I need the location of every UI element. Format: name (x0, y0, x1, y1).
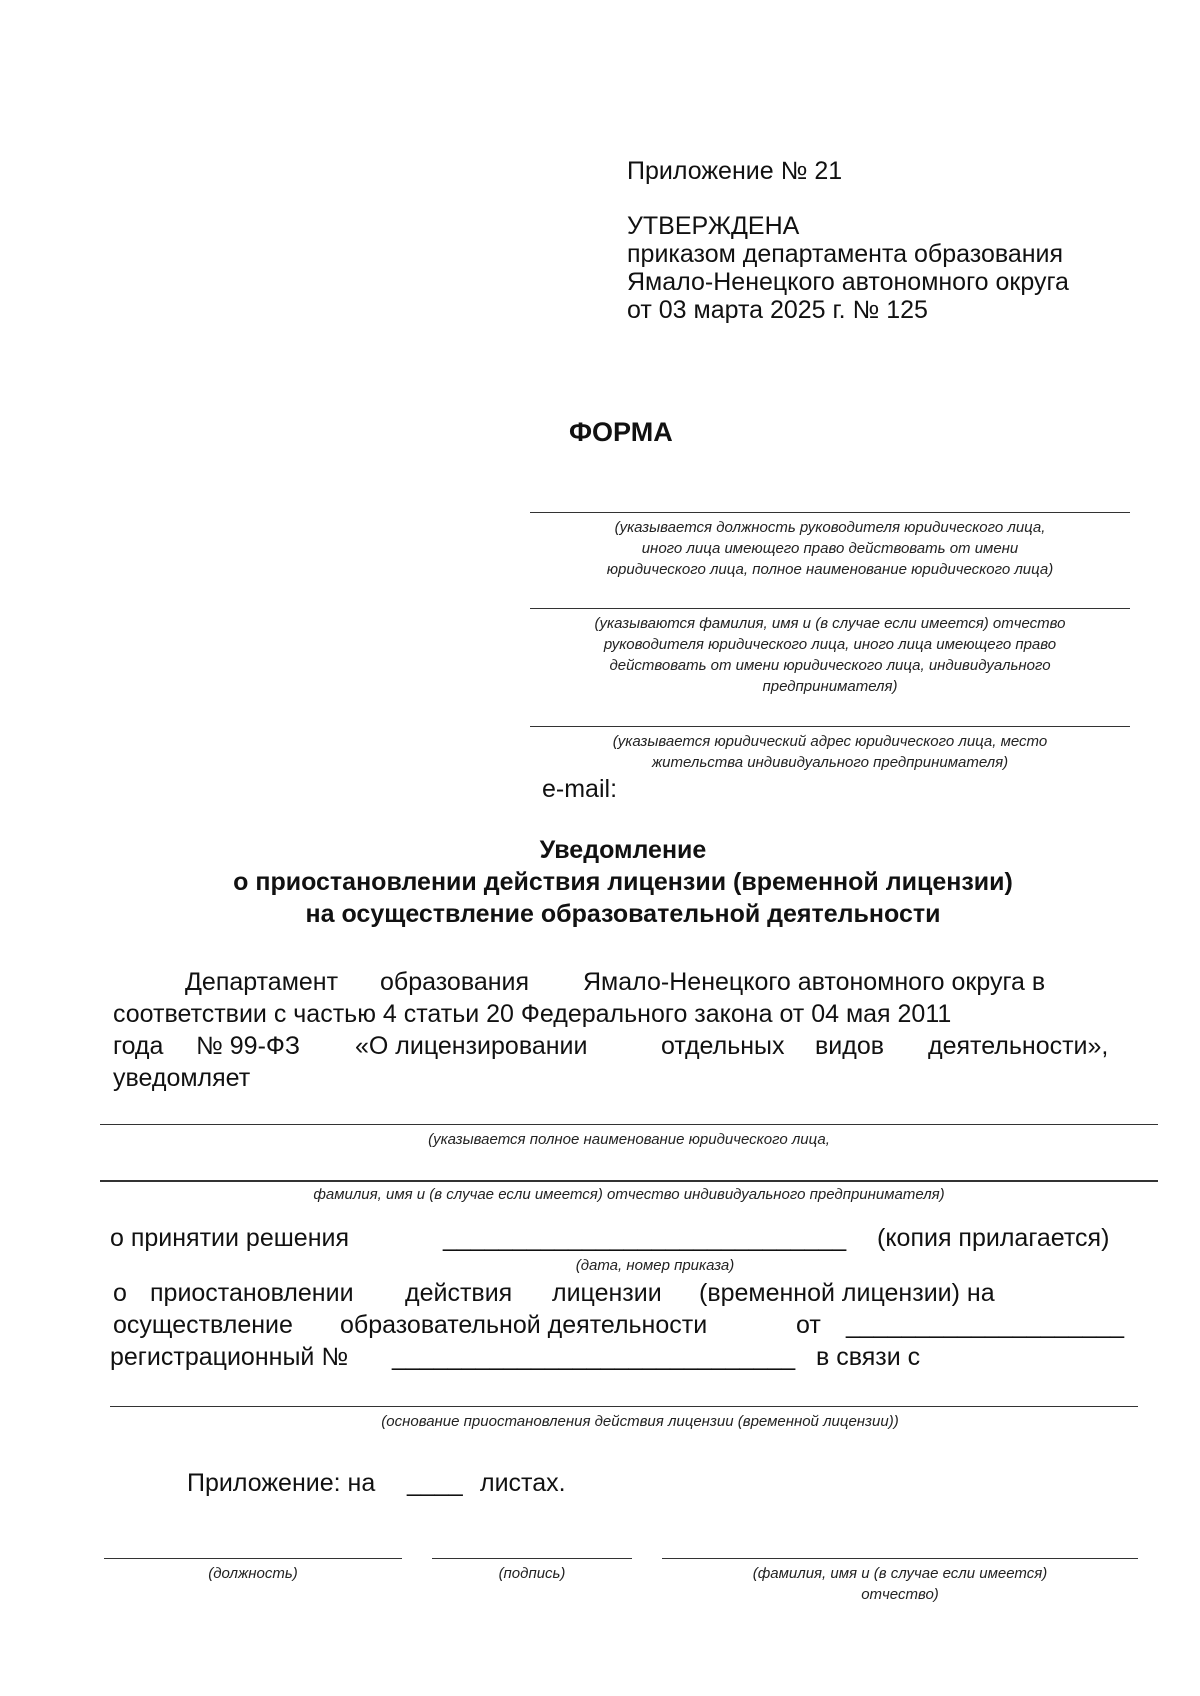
recipient-address-note (530, 731, 1130, 773)
suspension-basis-note: (основание приостановления действия лицензии (временной лицензии)) (381, 1413, 899, 1430)
suspension-text: о (113, 1279, 127, 1307)
notice-title (0, 834, 1200, 866)
body-text: отдельных (661, 1032, 785, 1060)
body-text: деятельности», (928, 1032, 1109, 1060)
decision-date-note: (дата, номер приказа) (575, 1257, 735, 1274)
title-line: на осуществление образовательной деятельности (305, 900, 941, 928)
recipient-name-note (530, 613, 1130, 697)
suspension-text: приостановлении (150, 1279, 354, 1307)
licensee-name-line[interactable] (100, 1124, 1158, 1125)
appendix-number: Приложение № 21 (627, 157, 843, 185)
body-text: Департамент (185, 968, 339, 996)
note-line: жительства индивидуального предпринимателя) (651, 754, 1009, 771)
licensee-person-note: фамилия, имя и (в случае если имеется) отчество индивидуального предпринимателя) (313, 1186, 945, 1203)
body-text: Ямало-Ненецкого автономного округа в (583, 968, 1046, 996)
licensee-person-line[interactable] (100, 1180, 1158, 1182)
approved-label: УТВЕРЖДЕНА (627, 212, 800, 240)
suspension-text: осуществление (113, 1311, 293, 1339)
note-line: (указываются фамилия, имя и (в случае если имеется) отчество (594, 615, 1066, 632)
registration-label: регистрационный № (110, 1343, 349, 1371)
note-line: иного лица имеющего право действовать от имени (641, 540, 1019, 557)
body-text: видов (815, 1032, 885, 1060)
approval-order-line-1: приказом департамента образования (627, 240, 1064, 268)
note-line: (фамилия, имя и (в случае если имеется) (752, 1565, 1048, 1582)
license-date-field[interactable]: ____________________ (846, 1311, 1125, 1339)
decision-label: о принятии решения (110, 1224, 350, 1252)
note-line: (указывается юридический адрес юридического лица, место (612, 733, 1048, 750)
signature-position-note: (должность) (208, 1565, 298, 1582)
suspension-text: действия (405, 1279, 513, 1307)
body-text: «О лицензировании (355, 1032, 588, 1060)
note-line: действовать от имени юридического лица, индивидуального (609, 657, 1051, 674)
body-text: № 99-ФЗ (196, 1032, 301, 1060)
recipient-address-line[interactable] (530, 726, 1130, 727)
suspension-text: лицензии (552, 1279, 662, 1307)
note-line: (указывается должность руководителя юридического лица, (614, 519, 1046, 536)
body-text: соответствии с частью 4 статьи 20 Федерального закона от 04 мая 2011 (113, 1000, 952, 1028)
body-text: уведомляет (113, 1064, 251, 1092)
signature-name-note (662, 1563, 1138, 1605)
decision-date-field[interactable]: _____________________________ (443, 1224, 847, 1252)
note-line: предпринимателя) (762, 678, 898, 695)
signature-name-line[interactable] (662, 1558, 1138, 1559)
suspension-text: (временной лицензии) на (699, 1279, 995, 1307)
body-text: образования (380, 968, 530, 996)
note-line: юридического лица, полное наименование юридического лица) (606, 561, 1054, 578)
notice-subtitle (0, 866, 1200, 898)
attachment-label: Приложение: на (187, 1469, 376, 1497)
title-line: Уведомление (539, 836, 707, 864)
notice-subtitle (0, 898, 1200, 930)
email-label: e-mail: (542, 775, 618, 803)
licensee-name-note: (указывается полное наименование юридического лица, (428, 1131, 830, 1148)
registration-suffix: в связи с (816, 1343, 921, 1371)
decision-copy-note: (копия прилагается) (877, 1224, 1110, 1252)
recipient-position-line[interactable] (530, 512, 1130, 513)
recipient-position-note (530, 517, 1130, 580)
form-label: ФОРМА (569, 417, 673, 447)
body-text: года (113, 1032, 164, 1060)
approval-order-line-3: от 03 марта 2025 г. № 125 (627, 296, 928, 324)
approval-order-line-2: Ямало-Ненецкого автономного округа (627, 268, 1069, 296)
signature-sign-note: (подпись) (498, 1565, 566, 1582)
registration-number-field[interactable]: _____________________________ (392, 1343, 796, 1371)
signature-position-line[interactable] (104, 1558, 402, 1559)
suspension-text: образовательной деятельности (340, 1311, 708, 1339)
note-line: руководителя юридического лица, иного лица имеющего право (603, 636, 1057, 653)
note-line: отчество) (861, 1586, 939, 1603)
recipient-name-line[interactable] (530, 608, 1130, 609)
title-line: о приостановлении действия лицензии (временной лицензии) (233, 868, 1013, 896)
signature-sign-line[interactable] (432, 1558, 632, 1559)
suspension-text: от (796, 1311, 821, 1339)
suspension-basis-line[interactable] (110, 1406, 1138, 1407)
attachment-pages-field[interactable]: ____ (407, 1469, 463, 1497)
attachment-suffix: листах. (480, 1469, 566, 1497)
